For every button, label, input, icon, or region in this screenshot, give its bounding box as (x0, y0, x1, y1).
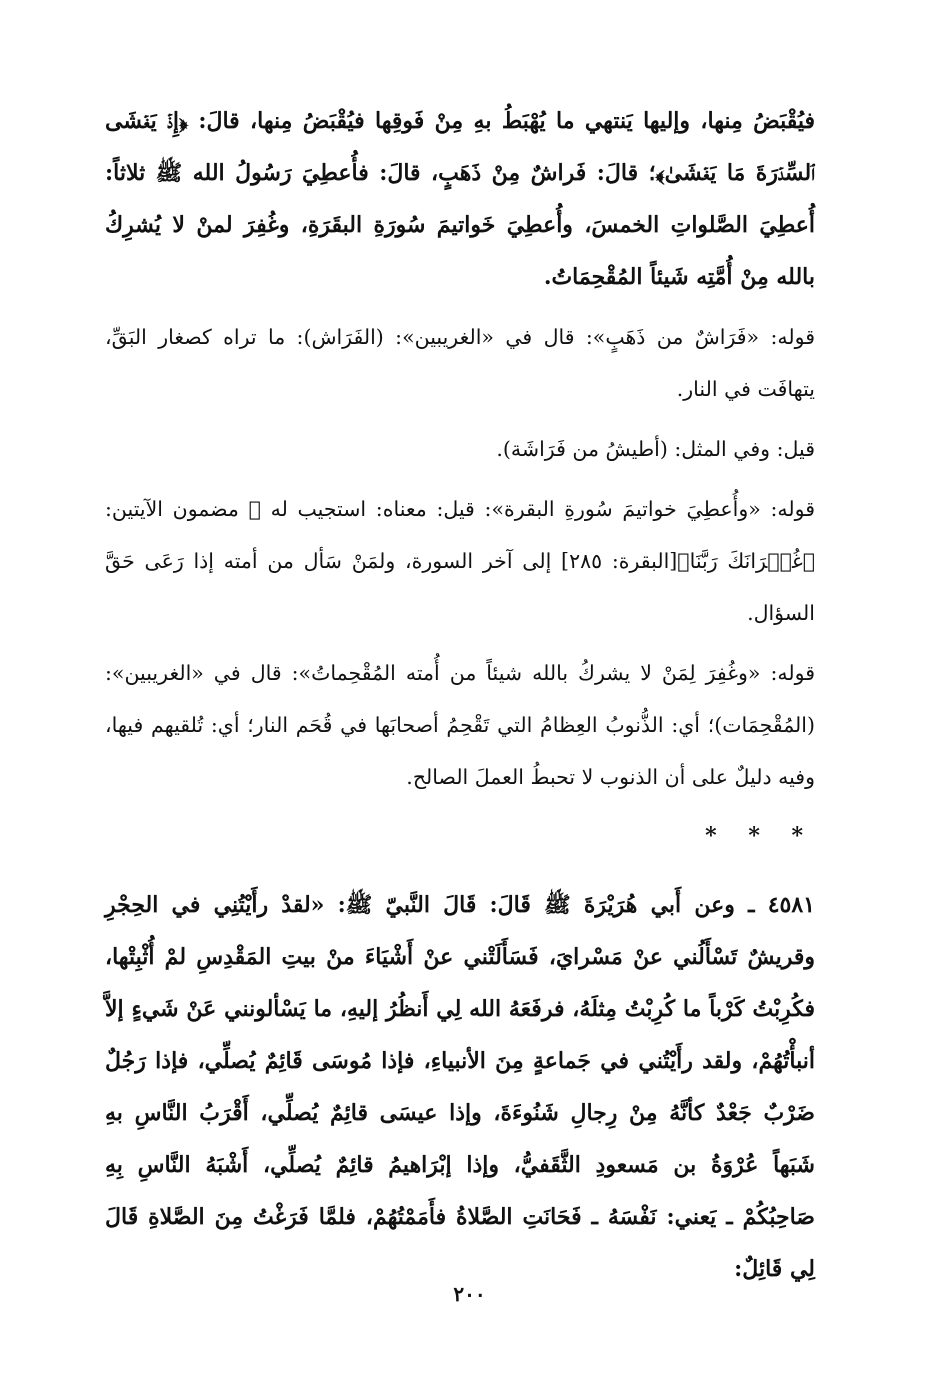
commentary-farash: قوله: «فَرَاشٌ من ذَهَبٍ»: قال في «الغريبين»: (الفَرَاش): ما تراه كصغار البَقِّ، يتهافَت في النار. (105, 325, 815, 401)
page-body (105, 95, 815, 1295)
hadith-text-continuation: فيُقْبَضُ مِنها، وإليها يَنتهي ما يُهْبَطُ بهِ مِنْ فَوقِها فيُقْبَضُ مِنها، قالَ: ﴿إِذۡ يَغۡشَى ٱلسِّدۡرَةَ مَا يَغۡشَىٰ﴾؛ قالَ: فَراشٌ مِنْ ذَهَبٍ، قالَ: فأُعطِيَ رَسُولُ الله ﷺ ثلاثاً: أُعطِيَ الصَّلواتِ الخمسَ، وأُعطِيَ خَواتيمَ سُورَةِ البقَرَةِ، وغُفِرَ لمنْ لا يُشرِكُ بالله مِنْ أُمَّتِه شَيئاً المُقْحِمَاتُ. (105, 108, 815, 290)
commentary-baqarah: قوله: «وأُعطِيَ خواتيمَ سُورةِ البقرة»: قيل: معناه: استجيب له ﷺ مضمون الآيتين: ﴿غُفۡرَانَكَ رَبَّنَا﴾[البقرة: ٢٨٥] إلى آخر السورة، ولمَنْ سَأل من أمته إذا رَعَى حَقَّ السؤال. (105, 497, 815, 625)
page-number: ٢٠٠ (453, 1282, 486, 1306)
hadith-4581: ٤٥٨١ ـ وعن أَبي هُرَيْرَةَ ﷺ قَالَ: قَالَ النَّبيّ ﷺ: «لقدْ رأَيْتُنِي في الحِجْرِ وقريشٌ تَسْأَلُني عنْ مَسْرايَ، فَسَأَلَتْني عنْ أَشْيَاءَ منْ بيتِ المَقْدِسِ لمْ أُثْبِتْها، فكُرِبْتُ كَرْباً ما كُرِبْتُ مِثلَهُ، فرفَعَهُ الله لِي أَنظُرُ إليهِ، ما يَسْألونني عَنْ شَيءٍ إلاَّ أنبأْتُهُمْ، ولقد رأَيْتُني في جَماعةٍ مِنَ الأنبياءِ، فإذا مُوسَى قَائِمٌ يُصلِّي، فإذا رَجُلٌ ضَرْبٌ جَعْدٌ كأنَّهُ مِنْ رِجالِ شَنُوءَةَ، وإذا عيسَى قائِمٌ يُصلِّي، أَقْرَبُ النَّاسِ بهِ شَبَهاً عُرْوَةُ بن مَسعودِ الثَّقَفيُّ، وإذا إبْرَاهيمُ قائِمٌ يُصلِّي، أَشْبَهُ النَّاسِ بِهِ صَاحِبُكُمْ ـ يَعني: نَفْسَهُ ـ فَحَانَتِ الصَّلاةُ فأَمَمْتُهُمْ، فلمَّا فَرَغْتُ مِنَ الصَّلاةِ قَالَ لِي قَائِلٌ: (105, 892, 815, 1282)
commentary-muqhimat: قوله: «وغُفِرَ لِمَنْ لا يشركُ بالله شيئاً من أُمته المُقْحِماتُ»: قال في «الغريبين»: (المُقْحِمَات)؛ أي: الذُّنوبُ العِظامُ التي تَقْحِمُ أصحابَها في قُحَم النار؛ أي: تُلقيهم فيها، وفيه دليلٌ على أن الذنوب لا تحبطُ العملَ الصالح. (105, 661, 815, 789)
commentary-proverb: قيل: وفي المثل: (أطيشُ من فَرَاشَة). (496, 437, 815, 461)
section-separator: * * * (705, 823, 815, 849)
